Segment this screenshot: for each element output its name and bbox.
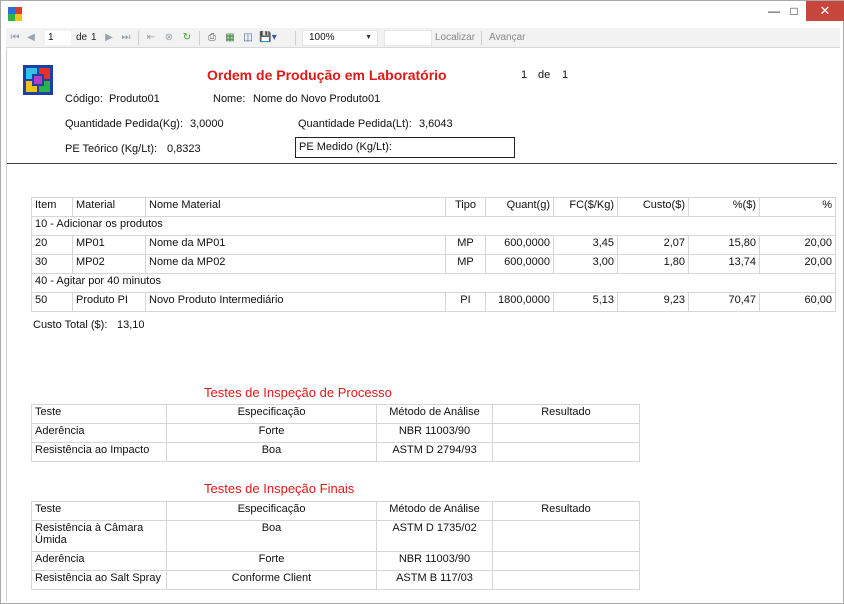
table-row [32,443,640,462]
cell: Conforme Client [167,571,377,590]
cell: 30 [32,255,73,274]
cell: 9,23 [618,293,689,312]
cell: 60,00 [760,293,836,312]
page-number: 1 [521,69,528,81]
toolbar-separator [138,31,139,45]
pe-medido-field [295,137,515,158]
column-header: Método de Análise [377,502,493,521]
cell: Forte [167,552,377,571]
qtd-kg-label: Quantidade Pedida(Kg): [65,118,184,130]
cell: Resistência à Câmara Úmida [32,521,167,552]
column-header: Teste [32,502,167,521]
cell: MP02 [73,255,146,274]
zoom-select[interactable] [302,30,378,46]
custo-total-value: 13,10 [117,319,145,331]
cell: 20 [32,236,73,255]
first-page-icon[interactable]: ⏮ [10,32,20,43]
cell: Resistência ao Salt Spray [32,571,167,590]
custo-total-label: Custo Total ($): [33,319,108,331]
process-tests-title: Testes de Inspeção de Processo [204,385,392,400]
cell: 70,47 [689,293,760,312]
table-row [32,236,836,255]
report-title: Ordem de Produção em Laboratório [207,67,447,83]
back-icon[interactable]: ⇤ [146,32,156,43]
cell: Nome da MP01 [146,236,446,255]
cell: 15,80 [689,236,760,255]
print-icon[interactable]: ⎙ [208,32,216,43]
cell [493,571,640,590]
cell: MP [446,236,486,255]
pe-medido-label: PE Medido (Kg/Lt): [299,141,392,153]
cell [493,443,640,462]
print-layout-icon[interactable]: ▦ [225,32,235,43]
find-input[interactable] [384,30,432,46]
find-next-link[interactable]: Avançar [489,32,526,43]
cell: ASTM B 117/03 [377,571,493,590]
column-header: Quant(g) [486,198,554,217]
table-row [32,571,640,590]
column-header: Resultado [493,502,640,521]
qtd-lt-value: 3,6043 [419,118,453,130]
refresh-icon[interactable]: ↻ [182,32,192,43]
current-page-input[interactable]: 1 [44,30,72,46]
table-row [32,521,640,552]
pe-teorico-value: 0,8323 [167,143,201,155]
previous-page-icon[interactable]: ◀ [27,32,35,43]
cell [493,552,640,571]
step-row [32,217,836,236]
column-header: Resultado [493,405,640,424]
cell: 600,0000 [486,236,554,255]
column-header: Tipo [446,198,486,217]
nome-value: Nome do Novo Produto01 [253,93,381,105]
column-header: Item [32,198,73,217]
cell: MP01 [73,236,146,255]
toolbar-separator [199,31,200,45]
export-icon[interactable]: 💾▾ [259,32,277,43]
column-header: FC($/Kg) [554,198,618,217]
cell: 5,13 [554,293,618,312]
zoom-value: 100% [309,32,335,43]
cell: Boa [167,521,377,552]
tests-header-row [32,502,640,521]
final-tests-title: Testes de Inspeção Finais [204,481,355,496]
cell: 1800,0000 [486,293,554,312]
page-of-label: de [538,69,551,81]
cell: 3,00 [554,255,618,274]
column-header: Nome Material [146,198,446,217]
cell: Resistência ao Impacto [32,443,167,462]
cell: ASTM D 1735/02 [377,521,493,552]
qtd-kg-value: 3,0000 [190,118,224,130]
find-link[interactable]: Localizar [435,32,476,43]
report-page [6,49,840,601]
materials-header-row [32,198,836,217]
toolbar-separator [295,31,296,45]
minimize-button[interactable]: — [768,4,780,18]
column-header: % [760,198,836,217]
column-header: %($) [689,198,760,217]
close-button[interactable]: ✕ [806,1,844,21]
table-row [32,552,640,571]
codigo-value: Produto01 [109,93,160,105]
cell: Novo Produto Intermediário [146,293,446,312]
final-tests-table [31,501,640,590]
toolbar-separator [481,31,482,45]
report-toolbar [6,28,840,48]
table-row [32,424,640,443]
column-header: Método de Análise [377,405,493,424]
cell: PI [446,293,486,312]
column-header: Teste [32,405,167,424]
column-header: Custo($) [618,198,689,217]
page-of-label: de [76,32,88,43]
nome-label: Nome: [213,93,246,105]
next-page-icon[interactable]: ▶ [105,32,113,43]
cell: 600,0000 [486,255,554,274]
cell: Forte [167,424,377,443]
cell: 1,80 [618,255,689,274]
cell: Aderência [32,552,167,571]
cell: 20,00 [760,255,836,274]
materials-table [31,197,836,312]
cell: 13,74 [689,255,760,274]
app-logo-icon [8,7,22,21]
cell: 2,07 [618,236,689,255]
step-label: 10 - Adicionar os produtos [32,217,836,236]
title-bar [1,1,843,27]
table-row [32,255,836,274]
cell: ASTM D 2794/93 [377,443,493,462]
step-row [32,274,836,293]
step-label: 40 - Agitar por 40 minutos [32,274,836,293]
last-page-icon[interactable]: ⏭ [121,32,131,43]
cell: Produto PI [73,293,146,312]
page-setup-icon[interactable]: ◫ [243,32,253,43]
table-row [32,293,836,312]
tests-header-row [32,405,640,424]
qtd-lt-label: Quantidade Pedida(Lt): [298,118,412,130]
cell: Boa [167,443,377,462]
cell: 20,00 [760,236,836,255]
cell: 3,45 [554,236,618,255]
column-header: Especificação [167,405,377,424]
page-total: 1 [562,69,569,81]
stop-icon[interactable]: ⊗ [164,32,174,43]
column-header: Especificação [167,502,377,521]
pe-teorico-label: PE Teórico (Kg/Lt): [65,143,158,155]
column-header: Material [73,198,146,217]
cell: NBR 11003/90 [377,552,493,571]
company-logo [23,65,53,95]
cell: NBR 11003/90 [377,424,493,443]
cell: Nome da MP02 [146,255,446,274]
header-divider [7,163,837,164]
process-tests-table [31,404,640,462]
total-pages-label: 1 [91,32,97,43]
cell: 50 [32,293,73,312]
cell: MP [446,255,486,274]
cell: Aderência [32,424,167,443]
codigo-label: Código: [65,93,103,105]
cell [493,424,640,443]
chevron-down-icon: ▼ [365,34,372,41]
cell [493,521,640,552]
maximize-button[interactable]: □ [790,4,798,18]
